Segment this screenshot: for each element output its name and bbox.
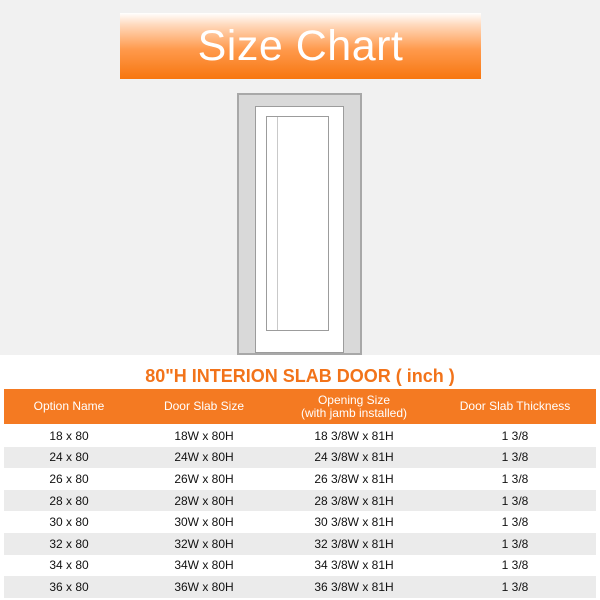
cell-thickness: 1 3/8 (501, 579, 529, 594)
header-opening-line2: (with jamb installed) (300, 405, 408, 420)
table-row (4, 490, 596, 512)
table-row (4, 511, 596, 533)
cell-opening: 34 3/8W x 81H (314, 558, 394, 573)
door-illustration (0, 79, 600, 355)
cell-slab: 30W x 80H (174, 515, 234, 530)
header-opening-size (274, 389, 434, 424)
cell-option: 28 x 80 (49, 493, 89, 508)
table-row (4, 468, 596, 490)
cell-slab: 18W x 80H (174, 428, 234, 443)
door-slab (266, 116, 329, 331)
cell-opening: 32 3/8W x 81H (314, 536, 394, 551)
cell-option: 18 x 80 (49, 428, 89, 443)
cell-thickness: 1 3/8 (501, 558, 529, 573)
cell-thickness: 1 3/8 (501, 450, 529, 465)
cell-slab: 24W x 80H (174, 450, 234, 465)
cell-slab: 36W x 80H (174, 579, 234, 594)
table-body (4, 425, 596, 598)
table-row (4, 425, 596, 447)
table-header (4, 389, 596, 424)
cell-thickness: 1 3/8 (501, 493, 529, 508)
cell-opening: 18 3/8W x 81H (314, 428, 394, 443)
cell-slab: 26W x 80H (174, 471, 234, 486)
size-chart-banner (120, 13, 481, 79)
header-slab-size: Door Slab Size (163, 399, 245, 413)
cell-slab: 28W x 80H (174, 493, 234, 508)
door-frame (237, 93, 362, 355)
cell-option: 36 x 80 (49, 579, 89, 594)
table-row (4, 533, 596, 555)
cell-option: 30 x 80 (49, 515, 89, 530)
cell-opening: 26 3/8W x 81H (314, 471, 394, 486)
cell-option: 26 x 80 (49, 471, 89, 486)
cell-slab: 34W x 80H (174, 558, 234, 573)
cell-opening: 24 3/8W x 81H (314, 450, 394, 465)
cell-thickness: 1 3/8 (501, 471, 529, 486)
door-opening (255, 106, 344, 353)
cell-slab: 32W x 80H (174, 536, 234, 551)
cell-thickness: 1 3/8 (501, 515, 529, 530)
table-row (4, 447, 596, 469)
banner-title: Size Chart (197, 21, 404, 70)
cell-opening: 36 3/8W x 81H (314, 579, 394, 594)
cell-option: 32 x 80 (49, 536, 89, 551)
cell-thickness: 1 3/8 (501, 536, 529, 551)
cell-option: 24 x 80 (49, 450, 89, 465)
header-thickness: Door Slab Thickness (459, 399, 571, 413)
table-row (4, 576, 596, 598)
door-stile (277, 117, 278, 330)
cell-thickness: 1 3/8 (501, 428, 529, 443)
table-row (4, 555, 596, 577)
table-title: 80"H INTERION SLAB DOOR ( inch ) (145, 366, 455, 386)
cell-opening: 28 3/8W x 81H (314, 493, 394, 508)
header-opening-line1: Opening Size (317, 392, 391, 407)
cell-option: 34 x 80 (49, 558, 89, 573)
cell-opening: 30 3/8W x 81H (314, 515, 394, 530)
header-option-name: Option Name (33, 399, 105, 413)
